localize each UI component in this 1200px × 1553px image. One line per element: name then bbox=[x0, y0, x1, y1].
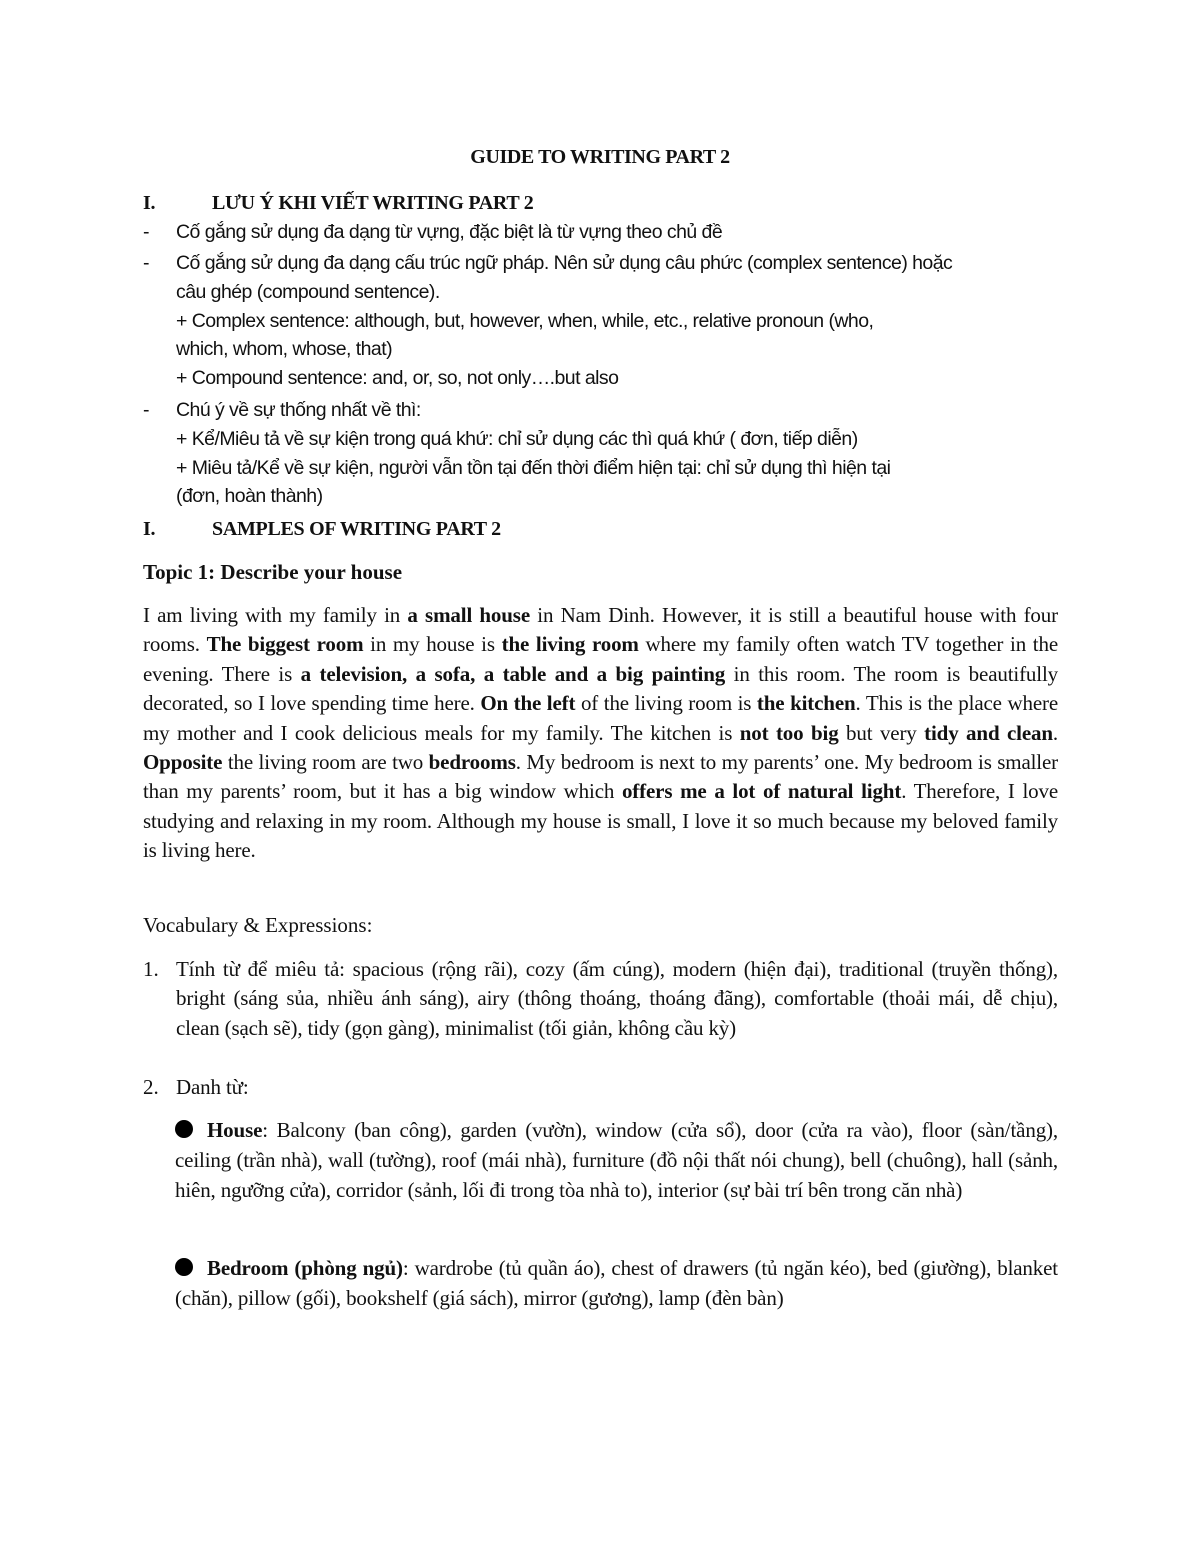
list-number: 1. bbox=[143, 957, 159, 981]
paragraph-bold-phrase: On the left bbox=[480, 691, 576, 716]
paragraph-bold-phrase: a television, a sofa, a table and a big painting bbox=[300, 661, 726, 686]
bullet-3 bbox=[176, 396, 1066, 511]
paragraph-bold-phrase: the kitchen bbox=[756, 691, 856, 716]
paragraph-text: but very bbox=[838, 720, 925, 745]
paragraph-text: where my family often watch TV together in the evening. There is bbox=[143, 632, 1058, 686]
bullet-2-line-1: Cố gắng sử dụng đa dạng cấu trúc ngữ pháp. Nên sử dụng câu phức (complex sentence) hoặc bbox=[176, 252, 953, 274]
section-2-heading bbox=[143, 516, 1043, 542]
paragraph-text: in my house is bbox=[363, 632, 502, 657]
topic-title: Topic 1: Describe your house bbox=[143, 560, 403, 584]
bullet-2-line-4: which, whom, whose, that) bbox=[176, 338, 393, 361]
bullet-dash: - bbox=[143, 399, 149, 421]
bullet-dash: - bbox=[143, 252, 149, 274]
bullet-dash: - bbox=[143, 221, 149, 243]
paragraph-text: . My bedroom is next to my parents’ one. My bedroom is smaller than my parents’ room, but it has a big window which bbox=[143, 750, 1058, 804]
noun-group-label: House bbox=[207, 1118, 263, 1142]
paragraph-bold-phrase: The biggest room bbox=[206, 632, 364, 657]
section-1-heading bbox=[143, 190, 1043, 216]
paragraph-bold-phrase: not too big bbox=[739, 720, 839, 745]
section-2-title: SAMPLES OF WRITING PART 2 bbox=[212, 518, 501, 540]
section-1-number: I. bbox=[143, 192, 156, 214]
paragraph-text: I am living with my family in bbox=[143, 603, 408, 627]
noun-group-label: Bedroom (phòng ngủ) bbox=[207, 1256, 403, 1280]
bullet-2-line-2: câu ghép (compound sentence). bbox=[176, 280, 440, 303]
bullet-dot-icon bbox=[175, 1258, 193, 1276]
noun-group-text: : wardrobe (tủ quần áo), chest of drawers (tủ ngăn kéo), bed (giường), blanket (chăn), pillow (gối), bookshelf (giá sách), mirror (gương), lamp (đèn bàn) bbox=[175, 1256, 1058, 1310]
paragraph-bold-phrase: bedrooms bbox=[428, 750, 516, 775]
adjectives-list-item: Tính từ để miêu tả: spacious (rộng rãi), cozy (ấm cúng), modern (hiện đại), traditional (truyền thống), bright (sáng sủa, nhiều ánh sáng), airy (thông thoáng, thoáng đãng), comfortable (thoải mái, dễ chịu), clean (sạch sẽ), tidy (gọn gàng), minimalist (tối giản, không cầu kỳ) bbox=[176, 957, 1058, 1040]
paragraph-text: of the living room is bbox=[575, 691, 757, 716]
paragraph-text: the living room are two bbox=[222, 750, 429, 775]
bullet-dot-icon bbox=[175, 1120, 193, 1138]
paragraph-bold-phrase: a small house bbox=[407, 603, 530, 627]
list-number: 2. bbox=[143, 1075, 159, 1099]
paragraph-text: in this room. The room is beautifully decorated, so I love spending time here. bbox=[143, 661, 1058, 716]
noun-group-text: : Balcony (ban công), garden (vườn), window (cửa sổ), door (cửa ra vào), floor (sàn/tầng), ceiling (trần nhà), wall (tường), roof (mái nhà), furniture (đồ nội thất nói chung), bell (chuông), hall (sảnh, hiên, ngưỡng cửa), corridor (sảnh, lối đi trong tòa nhà to), interior (sự bài trí bên trong căn nhà) bbox=[175, 1118, 1058, 1202]
bullet-1 bbox=[176, 218, 1066, 247]
bullet-2 bbox=[176, 249, 1066, 393]
bullet-2-line-3: + Complex sentence: although, but, however, when, while, etc., relative pronoun (who, bbox=[176, 309, 874, 332]
bullet-3-line-2: + Kể/Miêu tả về sự kiện trong quá khứ: chỉ sử dụng các thì quá khứ ( đơn, tiếp diễn) bbox=[176, 427, 858, 450]
document-title: GUIDE TO WRITING PART 2 bbox=[470, 146, 730, 168]
noun-group-bedroom bbox=[175, 1253, 1058, 1313]
paragraph-bold-phrase: tidy and clean bbox=[924, 720, 1053, 745]
paragraph-bold-phrase: offers me a lot of natural light bbox=[621, 779, 902, 804]
paragraph-text: . bbox=[1052, 720, 1058, 745]
bullet-1-line-1: Cố gắng sử dụng đa dạng từ vựng, đặc biệt là từ vựng theo chủ đề bbox=[176, 221, 723, 243]
sample-paragraph bbox=[143, 601, 1058, 866]
paragraph-bold-phrase: Opposite bbox=[143, 750, 223, 775]
bullet-3-line-1: Chú ý về sự thống nhất về thì: bbox=[176, 399, 421, 421]
section-1-title: LƯU Ý KHI VIẾT WRITING PART 2 bbox=[212, 192, 534, 214]
noun-group-house bbox=[175, 1115, 1058, 1205]
paragraph-text: . Therefore, I love studying and relaxing in my room. Although my house is small, I love it so much because my beloved family is living here. bbox=[143, 779, 1058, 863]
bullet-2-line-5: + Compound sentence: and, or, so, not only….but also bbox=[176, 367, 619, 390]
paragraph-bold-phrase: the living room bbox=[501, 632, 639, 657]
bullet-3-line-3: + Miêu tả/Kể về sự kiện, người vẫn tồn tại đến thời điểm hiện tại: chỉ sử dụng thì hiện tại bbox=[176, 456, 891, 479]
bullet-3-line-4: (đơn, hoàn thành) bbox=[176, 485, 323, 508]
vocabulary-heading: Vocabulary & Expressions: bbox=[143, 913, 373, 937]
paragraph-text: . This is the place where my mother and I cook delicious meals for my family. The kitchen is bbox=[143, 691, 1059, 745]
nouns-list-item: Danh từ: bbox=[176, 1075, 249, 1099]
section-2-number: I. bbox=[143, 518, 156, 540]
paragraph-text: in Nam Dinh. However, it is still a beautiful house with four rooms. bbox=[143, 603, 1058, 657]
